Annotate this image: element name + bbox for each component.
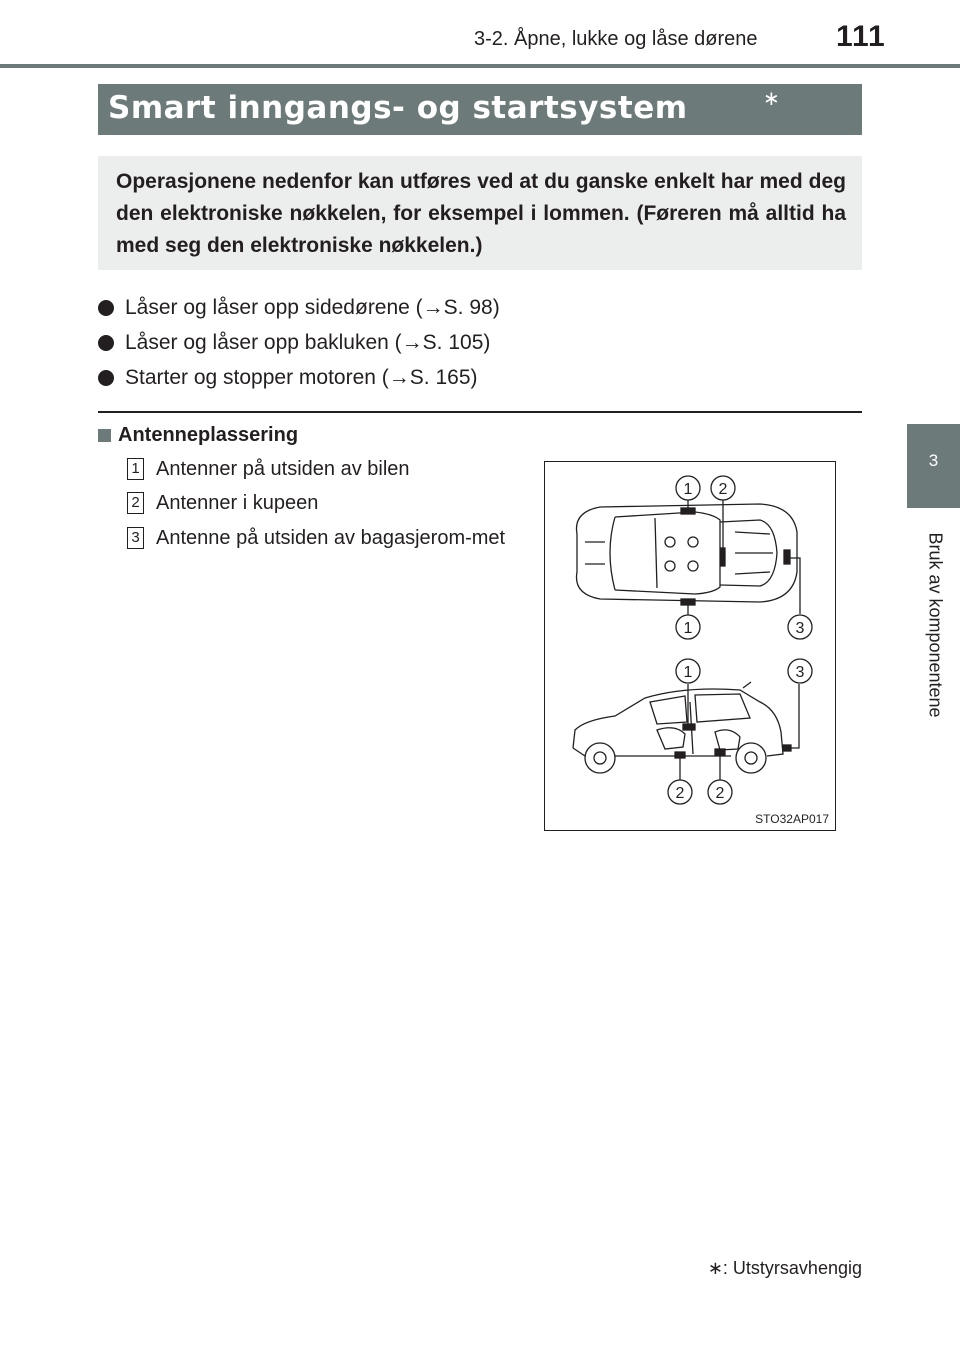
callout-label: 3 [795,620,805,637]
legend-text: Antenner på utsiden av bilen [156,458,410,480]
car-antenna-diagram [545,462,835,830]
callout-label: 1 [683,481,693,498]
antenna-marker [681,508,695,514]
antenna-marker [784,550,790,564]
page-title: Smart inngangs- og startsystem [108,90,688,126]
callout-label: 2 [715,785,725,802]
legend-item-3 [127,526,518,550]
list-item [98,360,500,395]
legend-text: Antenner i kupeen [156,492,319,514]
chapter-tab [907,424,960,508]
header-section-title: 3-2. Åpne, lukke og låse dørene [474,28,758,50]
legend-item-2 [127,491,518,515]
footnote: ∗: Utstyrsavhengig [707,1258,862,1278]
figure-code: STO32AP017 [755,812,829,826]
square-bullet-icon [98,429,111,442]
antenna-heading [98,424,298,447]
page-number: 111 [836,20,886,53]
callout-label: 2 [675,785,685,802]
legend-number: 1 [127,458,144,480]
intro-box [98,156,862,270]
chapter-number: 3 [928,451,939,470]
section-rule [98,411,862,413]
list-item [98,325,500,360]
list-item [98,290,500,325]
legend-number: 3 [127,527,144,549]
antenna-marker [715,749,725,755]
antenna-heading-text: Antenneplassering [118,424,299,446]
list-item-text: Låser og låser opp sidedørene (→S. 98) [125,296,500,319]
legend-text: Antenne på utsiden av bagasjerom-met [156,527,506,549]
antenna-marker [721,548,725,566]
callout-label: 3 [795,664,805,681]
title-bar [98,84,862,135]
header-rule [0,64,960,68]
callout-label: 2 [718,481,728,498]
chapter-side-label: Bruk av komponentene [925,532,946,718]
antenna-marker [681,599,695,605]
list-item-text: Starter og stopper motoren (→S. 165) [125,366,478,389]
feature-list [98,290,500,395]
antenna-marker [783,745,791,751]
bullet-icon [98,300,114,316]
bullet-icon [98,335,114,351]
callout-label: 1 [683,664,693,681]
legend-item-1 [127,457,518,481]
antenna-figure [544,461,836,831]
antenna-marker [683,724,695,730]
bullet-icon [98,370,114,386]
intro-text: Operasjonene nedenfor kan utføres ved at du ganske enkelt har med deg den elektroniske nøkkelen, for eksempel i lommen. (Føreren må alltid ha med seg den elektroniske nøkkelen.) [116,170,846,257]
list-item-text: Låser og låser opp bakluken (→S. 105) [125,331,491,354]
legend-number: 2 [127,492,144,514]
antenna-marker [675,752,685,758]
callout-label: 1 [683,620,693,637]
title-asterisk: ∗ [763,88,780,110]
